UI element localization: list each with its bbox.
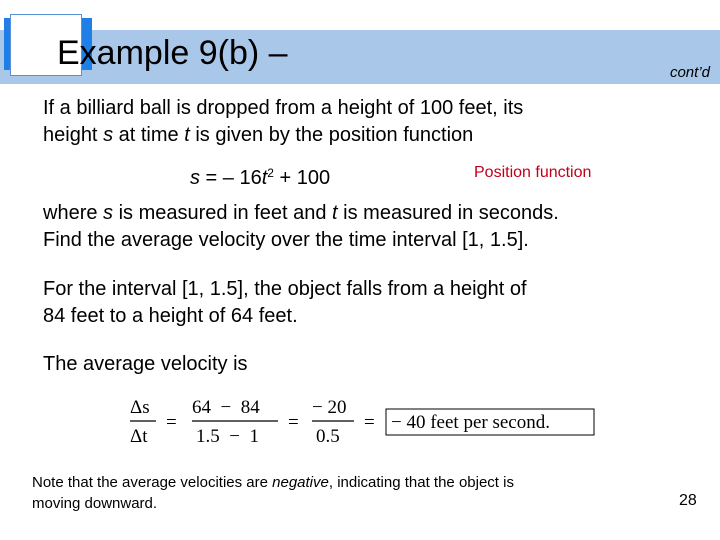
denominator-1: 1.5 − 1 [196,426,259,447]
numerator-2: − 20 [312,397,347,418]
paragraph-average-velocity: The average velocity is [43,353,248,375]
paragraph-units-line2: Find the average velocity over the time interval [1, 1.5]. [43,229,529,251]
paragraph-interval [43,276,527,330]
denominator-2: 0.5 [316,426,340,447]
continued-label: cont’d [669,64,710,81]
paragraph-units [43,200,559,254]
equals-1: = [166,412,177,433]
note-line2: moving downward. [32,495,158,512]
paragraph-intro-line1: If a billiard ball is dropped from a height of 100 feet, its [43,97,524,119]
paragraph-units-line1: where s is measured in feet and t is measured in seconds. [43,202,559,224]
page-number: 28 [679,492,697,509]
equals-3: = [364,412,375,433]
paragraph-interval-line1: For the interval [1, 1.5], the object falls from a height of [43,278,527,300]
numerator-1: 64 − 84 [192,397,260,418]
paragraph-intro [43,95,523,149]
paragraph-interval-line2: 84 feet to a height of 64 feet. [43,305,298,327]
average-velocity-equation [128,393,598,453]
note-text [32,472,514,514]
slide-title: Example 9(b) – [57,34,288,72]
equals-2: = [288,412,299,433]
position-formula: s = – $16t^2 + 100$ [190,166,331,189]
note-line1: Note that the average velocities are negative, indicating that the object is [32,474,514,491]
result-text: − 40 feet per second. [391,412,550,433]
paragraph-intro-line2: height s at time t is given by the position function [43,124,474,146]
position-function-label: Position function [474,164,592,181]
delta-t: Δt [130,426,148,447]
delta-s: Δs [130,397,150,418]
